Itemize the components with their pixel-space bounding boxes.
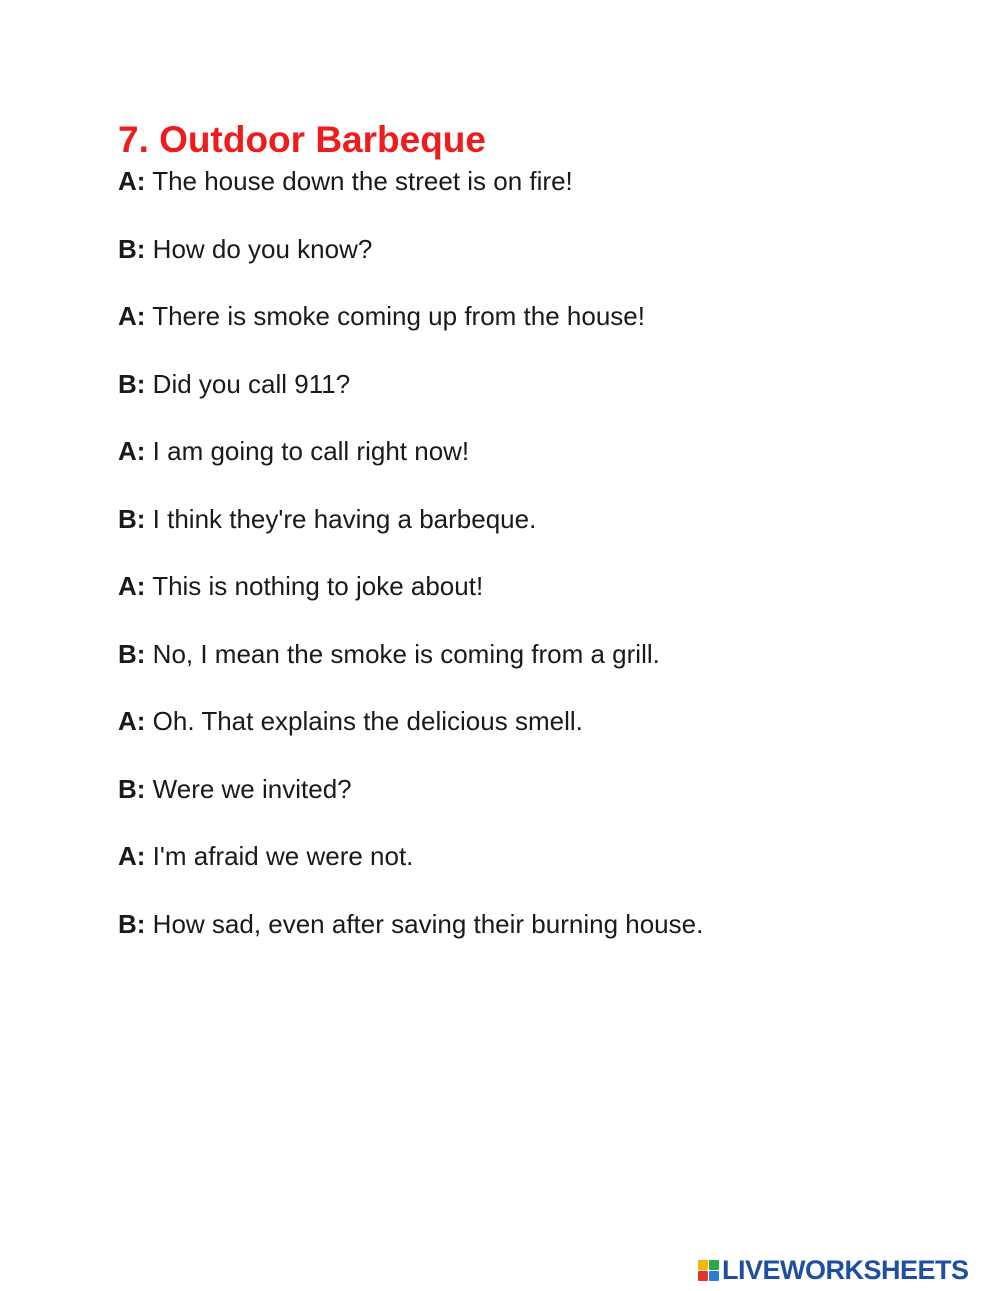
speaker-label: A: bbox=[118, 841, 146, 871]
liveworksheets-logo-icon bbox=[698, 1260, 719, 1281]
dialogue-text: Oh. That explains the delicious smell. bbox=[145, 706, 583, 736]
dialogue-text: The house down the street is on fire! bbox=[145, 166, 573, 196]
dialogue-line bbox=[118, 704, 958, 738]
worksheet bbox=[118, 118, 958, 974]
dialogue-line bbox=[118, 164, 958, 198]
dialogue-line bbox=[118, 772, 958, 806]
speaker-label: B: bbox=[118, 908, 146, 939]
worksheet-title: 7. Outdoor Barbeque bbox=[118, 119, 486, 160]
dialogue-text: How sad, even after saving their burning house. bbox=[145, 908, 704, 939]
dialogue-line bbox=[118, 569, 958, 603]
dialogue-line bbox=[118, 839, 958, 873]
dialogue-line bbox=[118, 637, 958, 671]
logo-cell bbox=[709, 1260, 719, 1270]
dialogue-text: Did you call 911? bbox=[145, 368, 351, 399]
speaker-label: A: bbox=[118, 706, 146, 736]
logo-cell bbox=[698, 1271, 708, 1281]
speaker-label: B: bbox=[118, 368, 146, 399]
speaker-label: A: bbox=[118, 166, 146, 196]
dialogue-text: Were we invited? bbox=[145, 773, 352, 804]
logo-cell bbox=[709, 1271, 719, 1281]
dialogue-text: How do you know? bbox=[145, 233, 373, 264]
speaker-label: A: bbox=[118, 571, 146, 601]
speaker-label: B: bbox=[118, 638, 146, 669]
dialogue-line bbox=[118, 299, 958, 333]
dialogue-line bbox=[118, 232, 958, 266]
dialogue-list bbox=[118, 164, 958, 941]
speaker-label: A: bbox=[118, 301, 146, 331]
dialogue-text: I am going to call right now! bbox=[145, 436, 470, 466]
dialogue-line bbox=[118, 502, 958, 536]
logo-cell bbox=[698, 1260, 708, 1270]
dialogue-text: I think they're having a barbeque. bbox=[145, 503, 537, 534]
watermark-text: LIVEWORKSHEETS bbox=[722, 1255, 969, 1285]
speaker-label: B: bbox=[118, 233, 146, 264]
dialogue-line bbox=[118, 434, 958, 468]
liveworksheets-watermark bbox=[698, 1254, 969, 1286]
dialogue-line bbox=[118, 367, 958, 401]
dialogue-text: No, I mean the smoke is coming from a grill. bbox=[145, 638, 660, 669]
dialogue-text: This is nothing to joke about! bbox=[145, 571, 484, 601]
dialogue-text: There is smoke coming up from the house! bbox=[145, 301, 645, 331]
speaker-label: A: bbox=[118, 436, 146, 466]
speaker-label: B: bbox=[118, 503, 146, 534]
dialogue-text: I'm afraid we were not. bbox=[145, 841, 414, 871]
dialogue-line bbox=[118, 907, 958, 941]
speaker-label: B: bbox=[118, 773, 146, 804]
